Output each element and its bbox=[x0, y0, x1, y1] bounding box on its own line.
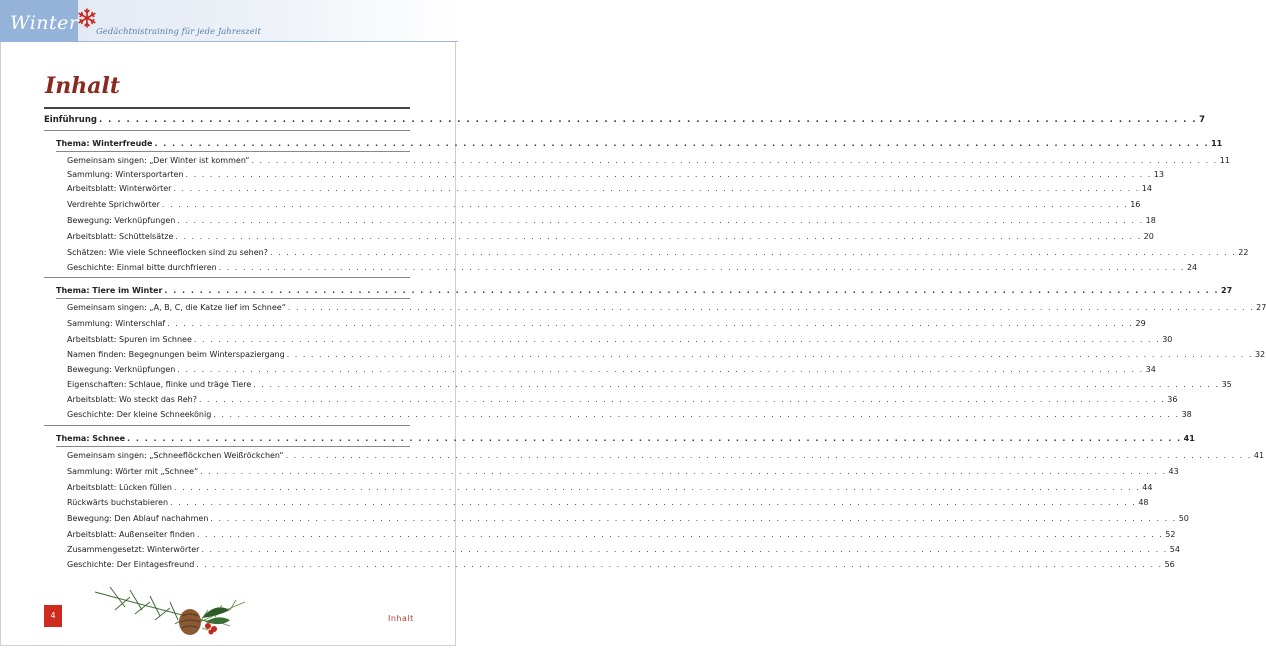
toc-entry-label: Bewegung: Den Ablauf nachahmen bbox=[67, 514, 209, 523]
toc-entry bbox=[67, 318, 1146, 329]
toc-leader-dots: . . . . . . . . . . . . . . . . . . . . . . . . . . . . . . . . . . . . . . . . . . . . . . . . . . . . . . . . . . . . . . . . . . . . . . . . . . . . . . . . . . . . . . . . . . . . . . . . . . . . . . . . . . . . . . . . . . . . . . . . bbox=[210, 514, 1177, 523]
toc-separator-rule bbox=[44, 130, 410, 131]
toc-entry-label: Thema: Schnee bbox=[56, 434, 126, 443]
toc-entry bbox=[67, 466, 1179, 477]
toc-leader-dots: . . . . . . . . . . . . . . . . . . . . . . . . . . . . . . . . . . . . . . . . . . . . . . . . . . . . . . . . . . . . . . . . . . . . . . . . . . . . . . . . . . . . . . . . . . . . . . . . . . . . . . . . . . . . . . . . . . . . . . . . bbox=[286, 350, 1253, 359]
toc-entry-label: Eigenschaften: Schlaue, flinke und träge Tiere bbox=[67, 380, 252, 389]
toc-entry bbox=[67, 349, 1266, 360]
toc-entry-label: Gemeinsam singen: „Schneeflöckchen Weißröckchen“ bbox=[67, 451, 284, 460]
toc-entry-page: 41 bbox=[1253, 451, 1265, 460]
toc-entry-page: 16 bbox=[1130, 200, 1141, 209]
toc-entry-page: 13 bbox=[1153, 170, 1164, 179]
toc-entry-label: Arbeitsblatt: Außenseiter finden bbox=[67, 530, 195, 539]
page-number-badge: 4 bbox=[44, 605, 62, 627]
toc-entry-page: 56 bbox=[1164, 560, 1175, 569]
toc-entry bbox=[67, 302, 1266, 313]
toc-leader-dots: . . . . . . . . . . . . . . . . . . . . . . . . . . . . . . . . . . . . . . . . . . . . . . . . . . . . . . . . . . . . . . . . . . . . . . . . . . . . . . . . . . . . . . . . . . . . . . . . . . . . . . . . . . . . . . . . . . . . . . . . bbox=[174, 483, 1141, 492]
toc-leader-dots: . . . . . . . . . . . . . . . . . . . . . . . . . . . . . . . . . . . . . . . . . . . . . . . . . . . . . . . . . . . . . . . . . . . . . . . . . . . . . . . . . . . . . . . . . . . . . . . . . . . . . . . . . . . . . . . . . . . . . . . . bbox=[193, 335, 1161, 344]
toc-entry bbox=[67, 409, 1192, 420]
toc-leader-dots: . . . . . . . . . . . . . . . . . . . . . . . . . . . . . . . . . . . . . . . . . . . . . . . . . . . . . . . . . . . . . . . . . . . . . . . . . . . . . . . . . . . . . . . . . . . . . . . . . . . . . . . . . . . . . . . . . . . . . . . . bbox=[98, 115, 1198, 125]
toc-entry-page: 22 bbox=[1238, 248, 1249, 257]
toc-entry-page: 32 bbox=[1254, 350, 1266, 359]
toc-separator-rule bbox=[56, 298, 410, 299]
toc-entry-page: 38 bbox=[1181, 410, 1192, 419]
header-season-title: Winter bbox=[10, 12, 79, 34]
page-title: Inhalt bbox=[45, 73, 121, 99]
toc-entry bbox=[67, 529, 1176, 540]
toc-leader-dots: . . . . . . . . . . . . . . . . . . . . . . . . . . . . . . . . . . . . . . . . . . . . . . . . . . . . . . . . . . . . . . . . . . . . . . . . . . . . . . . . . . . . . . . . . . . . . . . . . . . . . . . . . . . . . . . . . . . . . . . . bbox=[285, 451, 1252, 460]
toc-leader-dots: . . . . . . . . . . . . . . . . . . . . . . . . . . . . . . . . . . . . . . . . . . . . . . . . . . . . . . . . . . . . . . . . . . . . . . . . . . . . . . . . . . . . . . . . . . . . . . . . . . . . . . . . . . . . . . . . . . . . . . . . bbox=[127, 434, 1182, 443]
toc-leader-dots: . . . . . . . . . . . . . . . . . . . . . . . . . . . . . . . . . . . . . . . . . . . . . . . . . . . . . . . . . . . . . . . . . . . . . . . . . . . . . . . . . . . . . . . . . . . . . . . . . . . . . . . . . . . . . . . . . . . . . . . . bbox=[198, 395, 1166, 404]
berry-icon bbox=[205, 623, 211, 629]
header-line bbox=[78, 41, 458, 42]
toc-entry-label: Arbeitsblatt: Spuren im Schnee bbox=[67, 335, 192, 344]
toc-entry bbox=[67, 169, 1164, 180]
toc-entry-label: Gemeinsam singen: „A, B, C, die Katze lief im Schnee“ bbox=[67, 303, 286, 312]
toc-entry bbox=[67, 183, 1152, 194]
toc-entry-label: Arbeitsblatt: Schüttelsätze bbox=[67, 232, 174, 241]
toc-leader-dots: . . . . . . . . . . . . . . . . . . . . . . . . . . . . . . . . . . . . . . . . . . . . . . . . . . . . . . . . . . . . . . . . . . . . . . . . . . . . . . . . . . . . . . . . . . . . . . . . . . . . . . . . . . . . . . . . . . . . . . . . bbox=[177, 216, 1144, 225]
toc-leader-dots: . . . . . . . . . . . . . . . . . . . . . . . . . . . . . . . . . . . . . . . . . . . . . . . . . . . . . . . . . . . . . . . . . . . . . . . . . . . . . . . . . . . . . . . . . . . . . . . . . . . . . . . . . . . . . . . . . . . . . . . . bbox=[200, 467, 1167, 476]
toc-leader-dots: . . . . . . . . . . . . . . . . . . . . . . . . . . . . . . . . . . . . . . . . . . . . . . . . . . . . . . . . . . . . . . . . . . . . . . . . . . . . . . . . . . . . . . . . . . . . . . . . . . . . . . . . . . . . . . . . . . . . . . . . bbox=[213, 410, 1180, 419]
toc-leader-dots: . . . . . . . . . . . . . . . . . . . . . . . . . . . . . . . . . . . . . . . . . . . . . . . . . . . . . . . . . . . . . . . . . . . . . . . . . . . . . . . . . . . . . . . . . . . . . . . . . . . . . . . . . . . . . . . . . . . . . . . . bbox=[269, 248, 1237, 257]
toc-entry-page: 44 bbox=[1142, 483, 1153, 492]
fir-branch-decoration bbox=[90, 572, 250, 642]
toc-entry bbox=[67, 497, 1149, 508]
toc-leader-dots: . . . . . . . . . . . . . . . . . . . . . . . . . . . . . . . . . . . . . . . . . . . . . . . . . . . . . . . . . . . . . . . . . . . . . . . . . . . . . . . . . . . . . . . . . . . . . . . . . . . . . . . . . . . . . . . . . . . . . . . . bbox=[154, 139, 1210, 148]
toc-entry bbox=[67, 544, 1180, 555]
toc-leader-dots: . . . . . . . . . . . . . . . . . . . . . . . . . . . . . . . . . . . . . . . . . . . . . . . . . . . . . . . . . . . . . . . . . . . . . . . . . . . . . . . . . . . . . . . . . . . . . . . . . . . . . . . . . . . . . . . . . . . . . . . . bbox=[218, 263, 1185, 272]
toc-section-heading bbox=[56, 285, 1233, 296]
toc-entry-label: Thema: Winterfreude bbox=[56, 139, 153, 148]
toc-separator-rule bbox=[56, 151, 410, 152]
toc-entry-label: Bewegung: Verknüpfungen bbox=[67, 216, 176, 225]
toc-leader-dots: . . . . . . . . . . . . . . . . . . . . . . . . . . . . . . . . . . . . . . . . . . . . . . . . . . . . . . . . . . . . . . . . . . . . . . . . . . . . . . . . . . . . . . . . . . . . . . . . . . . . . . . . . . . . . . . . . . . . . . . . bbox=[287, 303, 1255, 312]
toc-top-rule bbox=[44, 107, 410, 109]
toc-entry-label: Namen finden: Begegnungen beim Winterspaziergang bbox=[67, 350, 285, 359]
toc-leader-dots: . . . . . . . . . . . . . . . . . . . . . . . . . . . . . . . . . . . . . . . . . . . . . . . . . . . . . . . . . . . . . . . . . . . . . . . . . . . . . . . . . . . . . . . . . . . . . . . . . . . . . . . . . . . . . . . . . . . . . . . . bbox=[201, 545, 1168, 554]
toc-entry bbox=[67, 199, 1141, 210]
toc-leader-dots: . . . . . . . . . . . . . . . . . . . . . . . . . . . . . . . . . . . . . . . . . . . . . . . . . . . . . . . . . . . . . . . . . . . . . . . . . . . . . . . . . . . . . . . . . . . . . . . . . . . . . . . . . . . . . . . . . . . . . . . . bbox=[196, 560, 1163, 569]
toc-separator-rule bbox=[44, 277, 410, 278]
toc-entry bbox=[67, 215, 1156, 226]
toc-entry-page: 48 bbox=[1138, 498, 1149, 507]
toc-entry-label: Sammlung: Winterschlaf bbox=[67, 319, 166, 328]
toc-entry-page: 24 bbox=[1186, 263, 1198, 272]
toc-entry bbox=[67, 231, 1154, 242]
toc-entry-label: Geschichte: Der Eintagesfreund bbox=[67, 560, 195, 569]
toc-entry-page: 27 bbox=[1221, 286, 1233, 295]
toc-entry-page: 30 bbox=[1162, 335, 1173, 344]
toc-entry bbox=[67, 247, 1249, 258]
toc-entry-label: Geschichte: Der kleine Schneekönig bbox=[67, 410, 212, 419]
toc-leader-dots: . . . . . . . . . . . . . . . . . . . . . . . . . . . . . . . . . . . . . . . . . . . . . . . . . . . . . . . . . . . . . . . . . . . . . . . . . . . . . . . . . . . . . . . . . . . . . . . . . . . . . . . . . . . . . . . . . . . . . . . . bbox=[253, 380, 1220, 389]
header-season-tab bbox=[0, 0, 78, 42]
toc-entry-page: 20 bbox=[1143, 232, 1154, 241]
pine-cone-icon bbox=[179, 609, 201, 635]
toc-entry bbox=[67, 394, 1178, 405]
toc-entry-label: Zusammengesetzt: Winterwörter bbox=[67, 545, 200, 554]
toc-entry-page: 43 bbox=[1168, 467, 1179, 476]
toc-entry-label: Geschichte: Einmal bitte durchfrieren bbox=[67, 263, 217, 272]
toc-entry-label: Bewegung: Verknüpfungen bbox=[67, 365, 176, 374]
toc-entry-page: 41 bbox=[1183, 434, 1195, 443]
toc-entry-page: 29 bbox=[1135, 319, 1146, 328]
toc-entry-label: Einführung bbox=[44, 115, 97, 125]
toc-section-heading bbox=[56, 138, 1223, 149]
toc-entry-page: 11 bbox=[1219, 156, 1230, 165]
toc-entry bbox=[67, 379, 1232, 390]
toc-entry-label: Thema: Tiere im Winter bbox=[56, 286, 163, 295]
toc-entry bbox=[67, 334, 1173, 345]
toc-leader-dots: . . . . . . . . . . . . . . . . . . . . . . . . . . . . . . . . . . . . . . . . . . . . . . . . . . . . . . . . . . . . . . . . . . . . . . . . . . . . . . . . . . . . . . . . . . . . . . . . . . . . . . . . . . . . . . . . . . . . . . . . bbox=[167, 319, 1134, 328]
toc-entry bbox=[67, 155, 1230, 166]
toc-entry-page: 11 bbox=[1211, 139, 1223, 148]
header-subtitle: Gedächtnistraining für jede Jahreszeit bbox=[96, 27, 261, 37]
toc-entry-page: 7 bbox=[1199, 115, 1206, 125]
toc-leader-dots: . . . . . . . . . . . . . . . . . . . . . . . . . . . . . . . . . . . . . . . . . . . . . . . . . . . . . . . . . . . . . . . . . . . . . . . . . . . . . . . . . . . . . . . . . . . . . . . . . . . . . . . . . . . . . . . . . . . . . . . . bbox=[177, 365, 1144, 374]
toc-separator-rule bbox=[44, 425, 410, 426]
toc-entry bbox=[67, 559, 1175, 570]
toc-entry-page: 54 bbox=[1169, 545, 1180, 554]
toc-leader-dots: . . . . . . . . . . . . . . . . . . . . . . . . . . . . . . . . . . . . . . . . . . . . . . . . . . . . . . . . . . . . . . . . . . . . . . . . . . . . . . . . . . . . . . . . . . . . . . . . . . . . . . . . . . . . . . . . . . . . . . . . bbox=[185, 170, 1152, 179]
toc-entry bbox=[67, 262, 1198, 273]
footer-section-label: Inhalt bbox=[388, 614, 414, 623]
toc-leader-dots: . . . . . . . . . . . . . . . . . . . . . . . . . . . . . . . . . . . . . . . . . . . . . . . . . . . . . . . . . . . . . . . . . . . . . . . . . . . . . . . . . . . . . . . . . . . . . . . . . . . . . . . . . . . . . . . . . . . . . . . . bbox=[173, 184, 1140, 193]
toc-entry-label: Sammlung: Wörter mit „Schnee“ bbox=[67, 467, 199, 476]
toc-entry-label: Arbeitsblatt: Wo steckt das Reh? bbox=[67, 395, 197, 404]
toc-entry-page: 14 bbox=[1141, 184, 1152, 193]
toc-entry-intro bbox=[44, 115, 1206, 126]
toc-entry-page: 27 bbox=[1256, 303, 1266, 312]
toc-separator-rule bbox=[56, 446, 410, 447]
toc-section-heading bbox=[56, 433, 1195, 444]
toc-leader-dots: . . . . . . . . . . . . . . . . . . . . . . . . . . . . . . . . . . . . . . . . . . . . . . . . . . . . . . . . . . . . . . . . . . . . . . . . . . . . . . . . . . . . . . . . . . . . . . . . . . . . . . . . . . . . . . . . . . . . . . . . bbox=[170, 498, 1137, 507]
toc-entry bbox=[67, 450, 1265, 461]
toc-entry-label: Arbeitsblatt: Winterwörter bbox=[67, 184, 172, 193]
toc-entry-page: 34 bbox=[1145, 365, 1156, 374]
toc-entry-label: Rückwärts buchstabieren bbox=[67, 498, 169, 507]
toc-entry-page: 18 bbox=[1145, 216, 1156, 225]
toc-entry bbox=[67, 513, 1189, 524]
toc-entry-label: Sammlung: Wintersportarten bbox=[67, 170, 184, 179]
snowflake-icon bbox=[77, 8, 97, 28]
toc-entry-page: 50 bbox=[1178, 514, 1189, 523]
toc-entry-label: Arbeitsblatt: Lücken füllen bbox=[67, 483, 172, 492]
toc-leader-dots: . . . . . . . . . . . . . . . . . . . . . . . . . . . . . . . . . . . . . . . . . . . . . . . . . . . . . . . . . . . . . . . . . . . . . . . . . . . . . . . . . . . . . . . . . . . . . . . . . . . . . . . . . . . . . . . . . . . . . . . . bbox=[164, 286, 1220, 295]
toc-entry bbox=[67, 482, 1153, 493]
toc-entry-label: Gemeinsam singen: „Der Winter ist kommen“ bbox=[67, 156, 250, 165]
toc-entry-page: 36 bbox=[1167, 395, 1178, 404]
toc-leader-dots: . . . . . . . . . . . . . . . . . . . . . . . . . . . . . . . . . . . . . . . . . . . . . . . . . . . . . . . . . . . . . . . . . . . . . . . . . . . . . . . . . . . . . . . . . . . . . . . . . . . . . . . . . . . . . . . . . . . . . . . . bbox=[251, 156, 1218, 165]
toc-entry-label: Verdrehte Sprichwörter bbox=[67, 200, 160, 209]
toc-leader-dots: . . . . . . . . . . . . . . . . . . . . . . . . . . . . . . . . . . . . . . . . . . . . . . . . . . . . . . . . . . . . . . . . . . . . . . . . . . . . . . . . . . . . . . . . . . . . . . . . . . . . . . . . . . . . . . . . . . . . . . . . bbox=[161, 200, 1129, 209]
toc-entry-page: 52 bbox=[1165, 530, 1176, 539]
toc-entry bbox=[67, 364, 1156, 375]
toc-entry-label: Schätzen: Wie viele Schneeflocken sind zu sehen? bbox=[67, 248, 268, 257]
toc-leader-dots: . . . . . . . . . . . . . . . . . . . . . . . . . . . . . . . . . . . . . . . . . . . . . . . . . . . . . . . . . . . . . . . . . . . . . . . . . . . . . . . . . . . . . . . . . . . . . . . . . . . . . . . . . . . . . . . . . . . . . . . . bbox=[175, 232, 1142, 241]
toc-entry-page: 35 bbox=[1221, 380, 1232, 389]
toc-leader-dots: . . . . . . . . . . . . . . . . . . . . . . . . . . . . . . . . . . . . . . . . . . . . . . . . . . . . . . . . . . . . . . . . . . . . . . . . . . . . . . . . . . . . . . . . . . . . . . . . . . . . . . . . . . . . . . . . . . . . . . . . bbox=[196, 530, 1164, 539]
